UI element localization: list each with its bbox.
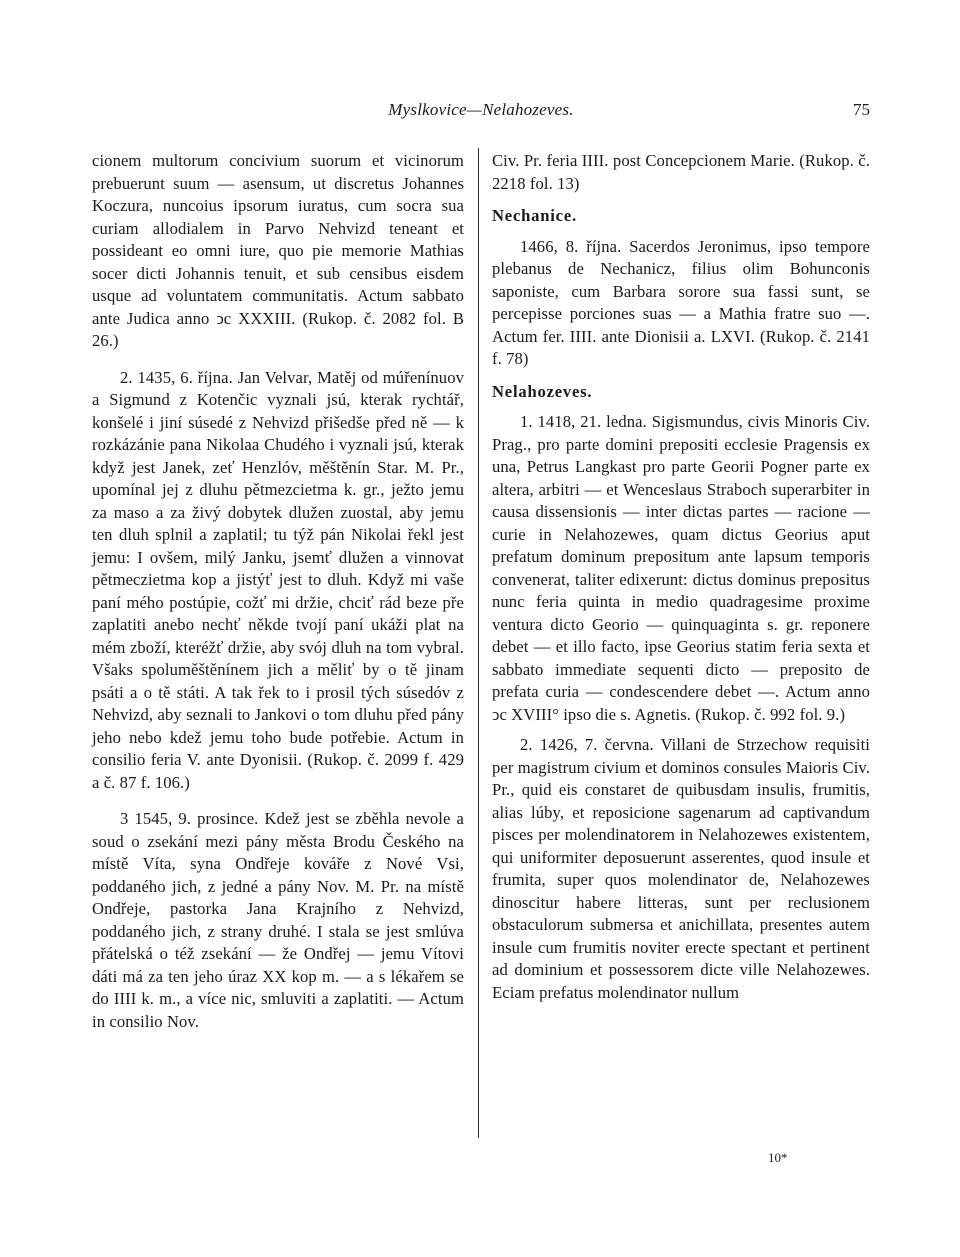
signature-mark: 10* <box>768 1150 788 1165</box>
right-paragraph-continuation: Civ. Pr. feria IIII. post Concepcionem Marie. (Rukop. č. 2218 fol. 13) <box>492 151 870 193</box>
column-divider <box>478 148 479 1138</box>
heading-nechanice: Nechanice. <box>492 206 577 225</box>
heading-nelahozeves: Nelahozeves. <box>492 381 593 401</box>
right-entry-1: 1. 1418, 21. ledna. Sigismundus, civis Minoris Civ. Prag., pro parte domini prepositi ecclesie Pragensis ex una, Petrus Langkast pro parte Georii Pogner parte ex altera, arbitri — et Wenceslaus Straboch superarbiter in causa dissensionis — inter dictas partes — racione — curie in Nelahozewes, quam dictus Georius aput prefatum dominum prepositum ante lapsum temporis convenerat, taliter edixerunt: dictus dominus prepositus nunc feria quinta in medio quadragesime proxime ventura dicto Georio — quinquaginta s. gr. reponere debet — et illo facto, ipse Georius statim feria sexta et sabbato immediate sequenti dicto — preposito de prefata curia — condescendere debet —. Actum anno ͻc XVIII° ipso die s. Agnetis. (Rukop. č. 992 fol. 9.) <box>492 412 870 724</box>
right-column <box>492 150 870 1004</box>
running-header <box>92 100 870 124</box>
left-entry-2: 2. 1435, 6. října. Jan Velvar, Matěj od múřenínuov a Sigmund z Kotenčic vyznali jsú, kterak rychtář, konšelé i jiní súsedé z Nehvizd přišedše před ně — k rozkázánie pana Nikolaa Chudého i vyznali jsú, kterak když jest Janek, zeť Henzlóv, měštěnín Star. M. Pr., upomínal jej z dluhu pětmezcietma k. gr., ježto jemu za maso a za živý dobytek dlužen zuostal, aby jemu ten dluh splnil a zaplatil; tu týž pán Nikolai řekl jest jemu: I ovšem, milý Janku, jsemť dlužen a vinnovat pětmeczietma kop a jistýť jest to dluh. Když mi vaše paní mého postúpie, cožť mi držie, chciť rád beze pře zaplatiti anebo nechť někde tvojí paní ukáži plat na mém zboží, kteréžť držie, aby svój dluh na tom vybral. Všaks spoluměštěnínem jich a měliť by o tě jinam psáti a o tě státi. A tak řek to i prosil tých súsedóv z Nehvizd, aby seznali to Jankovi o tom dluhu před pány jeho nebo kdež jemu toho bude potřebie. Actum in consilio feria V. ante Dyonisii. (Rukop. č. 2099 f. 429 a č. 87 f. 106.) <box>92 367 464 792</box>
page-number: 75 <box>853 100 870 119</box>
left-entry-3: 3 1545, 9. prosince. Kdež jest se zběhla nevole a soud o zsekání mezi pány města Brodu Českého na místě Víta, syna Ondřeje kováře z Nové Vsi, poddaného jich, z jedné a pány Nov. M. Pr. na místě Ondřeje, pastorka Jana Krajního z Nehvizd, poddaného jich, z strany druhé. I stala se jest smlúva přátelská o též zsekání — že Ondřej — jemu Vítovi dáti má za ten jeho úraz XX kop m. — a s lékařem se do IIII k. m., a více nic, smluviti a zaplatiti. — Actum in consilio Nov. <box>92 809 464 1031</box>
right-entry-nechanice: 1466, 8. října. Sacerdos Jeronimus, ipso tempore plebanus de Nechanicz, filius olim Bohunconis saponiste, cum Barbara sorore sua fassi sunt, se percepisse porciones suas — a Mathia fratre suo —. Actum fer. IIII. ante Dionisii a. LXVI. (Rukop. č. 2141 f. 78) <box>492 236 870 368</box>
right-entry-2: 2. 1426, 7. června. Villani de Strzechow requisiti per magistrum civium et dominos consules Maioris Civ. Pr., quid eis constaret de quibusdam insulis, frumitis, alias lúby, et reposicione sagenarum ad captivandum pisces per molendinatorem in Nelahozewes existentem, qui uniformiter deposuerunt asserentes, quod insule et frumita, super quos molendinator de, Nelahozewes dinoscitur habere litteras, sunt per reclusionem obstaculorum submersa et anichillata, presentes autem insule cum frumitis noviter erecte spectant et pertinent ad dominium et possessorem dicte ville Nelahozewes. Eciam prefatus molendinator nullum <box>492 735 870 1002</box>
left-paragraph-continuation: cionem multorum concivium suorum et vicinorum prebuerunt suum — asensum, ut discretus Johannes Koczura, nuncoius ipsorum iuratus, cum socra sua curiam allodialem in Parvo Nehvizd teneant et possideant eo omni iure, quo pie memorie Mathias socer dicti Johannis tenuit, et sub censibus eisdem usque ad voluntatem communitatis. Actum sabbato ante Judica anno ͻc XXXIII. (Rukop. č. 2082 fol. B 26.) <box>92 151 464 350</box>
left-column <box>92 150 464 1033</box>
running-title: Myslkovice—Nelahozeves. <box>388 100 574 119</box>
